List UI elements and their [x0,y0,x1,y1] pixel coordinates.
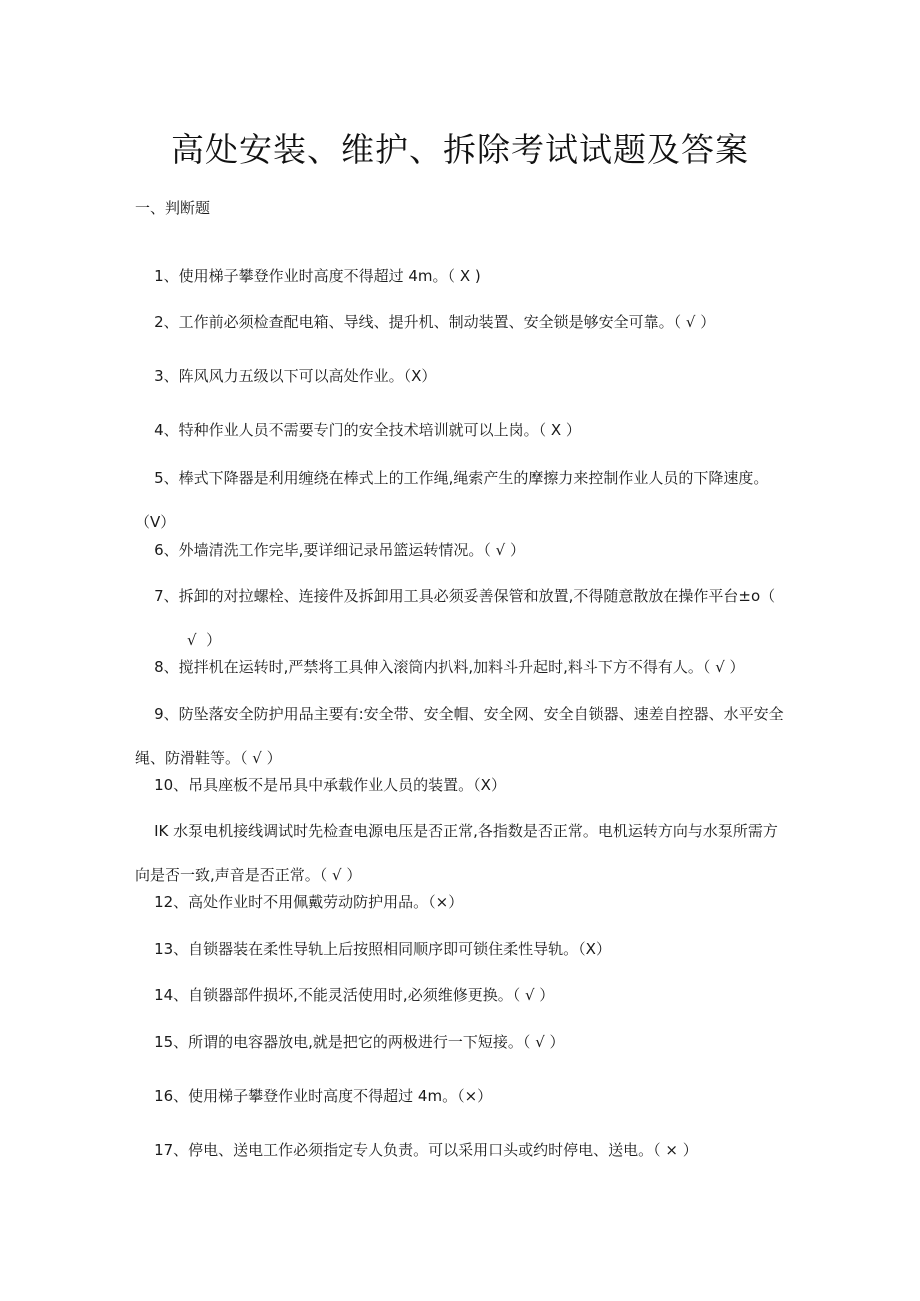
question-text: 7、拆卸的对拉螺栓、连接件及拆卸用工具必须妥善保管和放置,不得随意散放在操作平台±o（ [154,587,776,605]
question-text: 8、搅拌机在运转时,严禁将工具伸入滚筒内扒料,加料斗升起时,料斗下方不得有人。（ √ ） [154,658,745,676]
question-text: 4、特种作业人员不需要专门的安全技术培训就可以上岗。（ X ） [154,421,581,439]
question-text-continued: 绳、防滑鞋等。（ √ ） [135,749,282,767]
question-text: IK 水泵电机接线调试时先检查电源电压是否正常,各指数是否正常。电机运转方向与水泵所需方 [154,822,778,840]
document-title: 高处安装、维护、拆除考试试题及答案 [171,130,749,169]
question-text: 6、外墙清洗工作完毕,要详细记录吊篮运转情况。（ √ ） [154,541,525,559]
question-text-continued: （V） [135,513,176,531]
question-text: 16、使用梯子攀登作业时高度不得超过 4m。（×） [154,1087,493,1105]
question-text: 5、棒式下降器是利用缠绕在棒式上的工作绳,绳索产生的摩擦力来控制作业人员的下降速度。 [154,469,769,487]
question-text: 13、自锁器装在柔性导轨上后按照相同顺序即可锁住柔性导轨。（X） [154,940,611,958]
question-text: 9、防坠落安全防护用品主要有:安全带、安全帽、安全网、安全自锁器、速差自控器、水平安全 [154,705,784,723]
question-17 [135,1117,785,1183]
question-text-continued: 向是否一致,声音是否正常。（ √ ） [135,866,362,884]
question-text: 3、阵风风力五级以下可以高处作业。（X） [154,367,437,385]
question-text: 17、停电、送电工作必须指定专人负责。可以采用口头或约时停电、送电。（ × ） [154,1141,698,1159]
question-text: 12、高处作业时不用佩戴劳动防护用品。（×） [154,893,464,911]
question-text-continued: √ ） [187,631,222,649]
question-text: 14、自锁器部件损坏,不能灵活使用时,必须维修更换。（ √ ） [154,986,555,1004]
question-text: 2、工作前必须检查配电箱、导线、提升机、制动装置、安全锁是够安全可靠。（ √ ） [154,313,716,331]
section-heading: 一、判断题 [135,199,211,217]
question-text: 10、吊具座板不是吊具中承载作业人员的装置。（X） [154,776,506,794]
question-text: 15、所谓的电容器放电,就是把它的两极进行一下短接。（ √ ） [154,1033,565,1051]
question-text: 1、使用梯子攀登作业时高度不得超过 4m。（ X ) [154,267,481,285]
